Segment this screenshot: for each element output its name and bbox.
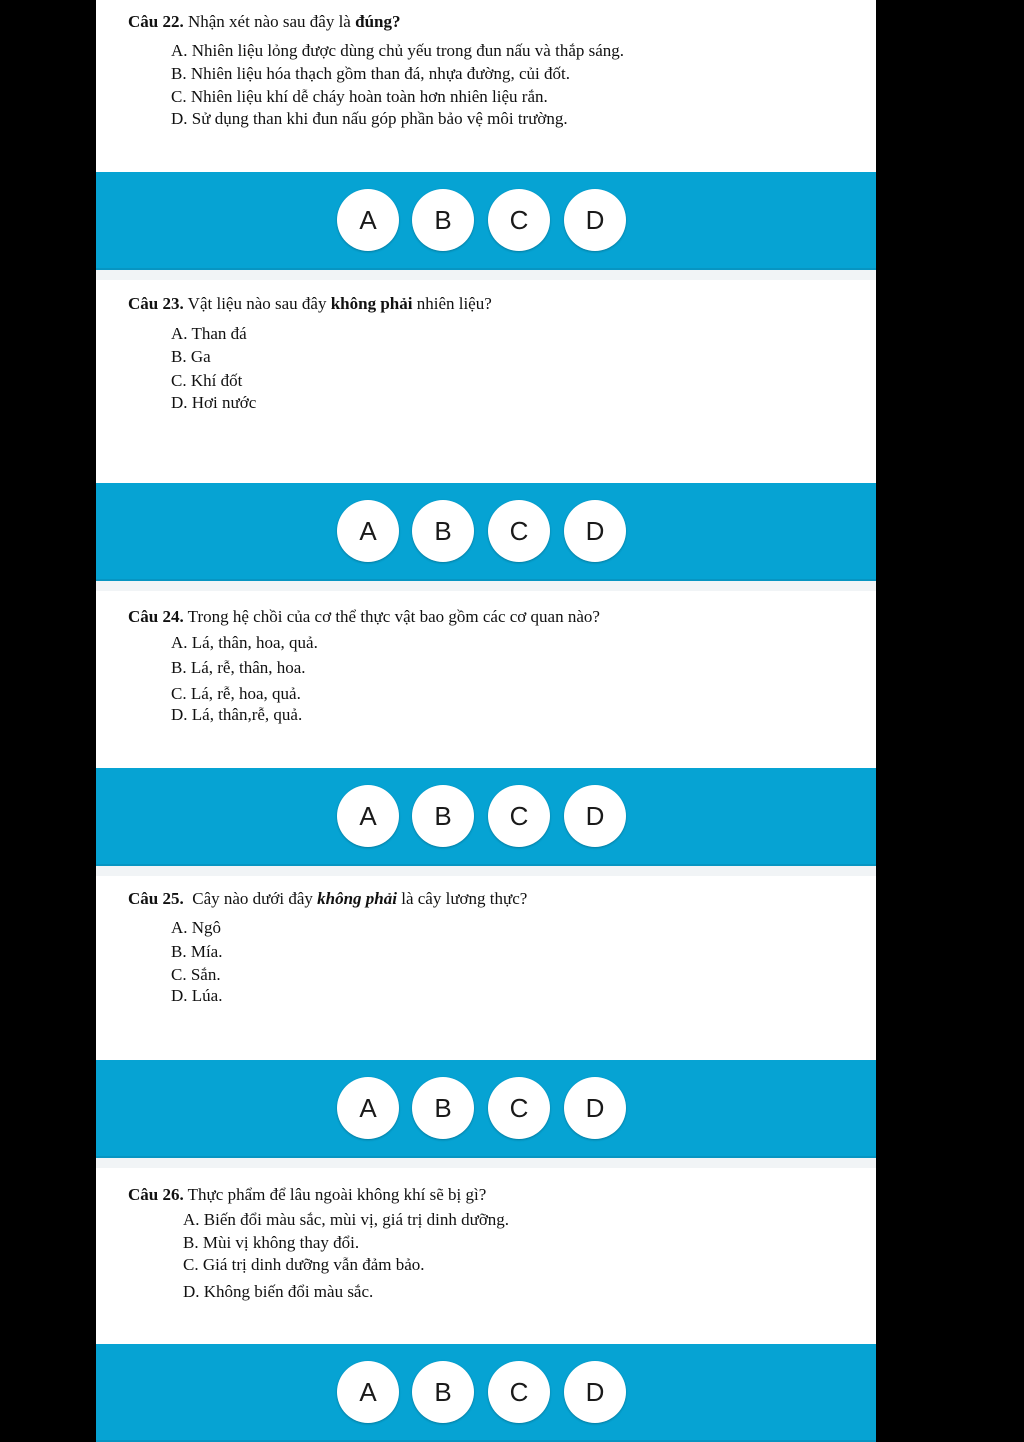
- question-title: [128, 889, 527, 909]
- answer-d-button[interactable]: D: [564, 500, 626, 562]
- option-d: D. Không biến đổi màu sắc.: [183, 1282, 374, 1301]
- question-number: Câu 22.: [128, 12, 184, 31]
- option-a: A. Ngô: [171, 918, 222, 937]
- question-title: [128, 607, 600, 627]
- separator: [96, 581, 876, 591]
- answer-b-button[interactable]: B: [412, 189, 474, 251]
- question-text: Trong hệ chồi của cơ thể thực vật bao gồm các cơ quan nào?: [183, 607, 600, 626]
- question-number: Câu 26.: [128, 1185, 184, 1204]
- question-title: [128, 12, 400, 32]
- answer-c-button[interactable]: C: [488, 189, 550, 251]
- option-d: D. Lá, thân,rễ, quả.: [171, 705, 303, 724]
- answer-bar-26: [96, 1344, 876, 1442]
- separator: [96, 866, 876, 876]
- answer-bar-23: [96, 483, 876, 581]
- answer-bar-25: [96, 1060, 876, 1158]
- question-text: Thực phẩm để lâu ngoài không khí sẽ bị gì?: [183, 1185, 487, 1204]
- answer-d-button[interactable]: D: [564, 1361, 626, 1423]
- option-a: A. Biến đổi màu sắc, mùi vị, giá trị dinh dưỡng.: [183, 1210, 510, 1229]
- option-d: D. Sử dụng than khi đun nấu góp phần bảo vệ môi trường.: [171, 109, 568, 128]
- option-b: B. Mùi vị không thay đổi.: [183, 1233, 360, 1252]
- question-24: [96, 607, 876, 747]
- question-text-end: nhiên liệu?: [412, 294, 492, 313]
- question-22: [96, 12, 876, 152]
- option-a: A. Lá, thân, hoa, quả.: [171, 633, 318, 652]
- answer-d-button[interactable]: D: [564, 1077, 626, 1139]
- option-d: D. Lúa.: [171, 986, 223, 1005]
- separator: [96, 1158, 876, 1168]
- question-title: [128, 294, 492, 314]
- answer-c-button[interactable]: C: [488, 1077, 550, 1139]
- option-b: B. Ga: [171, 347, 211, 366]
- question-text: Vật liệu nào sau đây: [183, 294, 331, 313]
- question-number: Câu 24.: [128, 607, 184, 626]
- question-emphasis: không phải: [317, 889, 397, 908]
- question-text: Nhận xét nào sau đây là: [183, 12, 356, 31]
- option-b: B. Nhiên liệu hóa thạch gồm than đá, nhựa đường, củi đốt.: [171, 64, 570, 83]
- question-number: Câu 25.: [128, 889, 184, 908]
- option-a: A. Nhiên liệu lỏng được dùng chủ yếu trong đun nấu và thắp sáng.: [171, 41, 625, 60]
- option-a: A. Than đá: [171, 324, 247, 343]
- option-c: C. Khí đốt: [171, 371, 243, 390]
- answer-a-button[interactable]: A: [337, 189, 399, 251]
- question-23: [96, 294, 876, 434]
- option-b: B. Mía.: [171, 942, 223, 961]
- option-c: C. Lá, rễ, hoa, quả.: [171, 684, 301, 703]
- answer-b-button[interactable]: B: [412, 1361, 474, 1423]
- answer-b-button[interactable]: B: [412, 1077, 474, 1139]
- answer-d-button[interactable]: D: [564, 785, 626, 847]
- question-text: Cây nào dưới đây: [183, 889, 318, 908]
- question-emphasis: đúng?: [355, 12, 401, 31]
- quiz-page: [96, 0, 876, 1407]
- answer-d-button[interactable]: D: [564, 189, 626, 251]
- answer-b-button[interactable]: B: [412, 785, 474, 847]
- answer-a-button[interactable]: A: [337, 500, 399, 562]
- answer-a-button[interactable]: A: [337, 1077, 399, 1139]
- question-26: [96, 1185, 876, 1325]
- answer-c-button[interactable]: C: [488, 785, 550, 847]
- answer-a-button[interactable]: A: [337, 785, 399, 847]
- option-d: D. Hơi nước: [171, 393, 257, 412]
- option-b: B. Lá, rễ, thân, hoa.: [171, 658, 306, 677]
- separator: [96, 270, 876, 280]
- question-title: [128, 1185, 486, 1205]
- option-c: C. Sắn.: [171, 965, 221, 984]
- question-emphasis: không phải: [330, 294, 413, 313]
- question-number: Câu 23.: [128, 294, 184, 313]
- option-c: C. Giá trị dinh dưỡng vẫn đảm bảo.: [183, 1255, 425, 1274]
- question-text-end: là cây lương thực?: [396, 889, 528, 908]
- answer-bar-22: [96, 172, 876, 270]
- option-c: C. Nhiên liệu khí dễ cháy hoàn toàn hơn nhiên liệu rắn.: [171, 87, 548, 106]
- answer-c-button[interactable]: C: [488, 1361, 550, 1423]
- answer-b-button[interactable]: B: [412, 500, 474, 562]
- question-25: [96, 889, 876, 1029]
- answer-bar-24: [96, 768, 876, 866]
- answer-c-button[interactable]: C: [488, 500, 550, 562]
- answer-a-button[interactable]: A: [337, 1361, 399, 1423]
